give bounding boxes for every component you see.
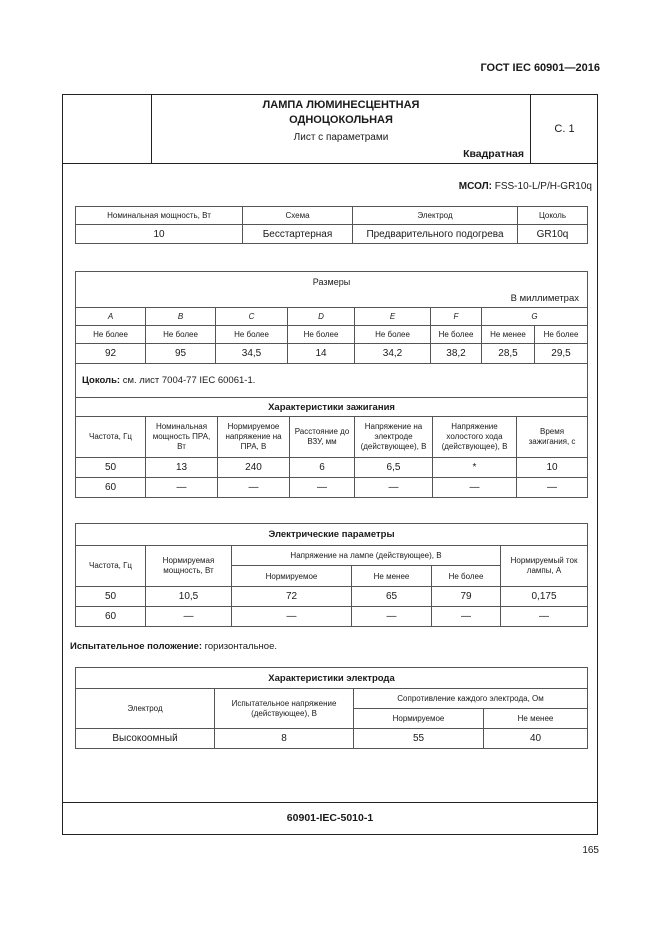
title-line-1: ЛАМПА ЛЮМИНЕСЦЕНТНАЯ <box>262 99 420 111</box>
dim-value: 95 <box>146 344 216 364</box>
shape-label: Квадратная <box>463 148 524 160</box>
title-line-2: ОДНОЦОКОЛЬНАЯ <box>289 114 393 126</box>
ign-header-ballast-power: Номинальная мощность ПРА, Вт <box>146 417 218 458</box>
ign-cell: 60 <box>76 478 146 498</box>
dim-letter-e: E <box>355 308 431 326</box>
ignition-title: Характеристики зажигания <box>76 398 588 417</box>
ec-cell: 40 <box>484 729 588 749</box>
ec-header-voltage: Испытательное напряжение (действующее), В <box>215 689 354 729</box>
ec-cell: Высокоомный <box>76 729 215 749</box>
ign-cell: 240 <box>218 458 290 478</box>
header-scheme: Схема <box>243 207 353 225</box>
dim-letter-f: F <box>431 308 482 326</box>
el-cell: — <box>501 607 588 627</box>
electrode-title: Характеристики электрода <box>76 668 588 689</box>
mcol-designation <box>62 181 592 192</box>
ign-cell: — <box>218 478 290 498</box>
ign-header-time: Время зажигания, с <box>517 417 588 458</box>
ign-cell: — <box>355 478 433 498</box>
dim-limit: Не более <box>288 326 355 344</box>
ign-header-distance: Расстояние до ВЗУ, мм <box>290 417 355 458</box>
el-header-voltage: Напряжение на лампе (действующее), В <box>232 546 501 566</box>
test-position <box>70 641 277 652</box>
dimensions-title: Размеры <box>312 277 351 287</box>
dim-letter-d: D <box>288 308 355 326</box>
el-cell: — <box>232 607 352 627</box>
dim-value: 29,5 <box>535 344 588 364</box>
value-electrode: Предварительного подогрева <box>353 225 518 244</box>
dimensions-caption <box>76 272 588 308</box>
mcol-label: МСОЛ: <box>458 181 492 192</box>
header-electrode: Электрод <box>353 207 518 225</box>
el-cell: 0,175 <box>501 587 588 607</box>
ign-header-ballast-voltage: Нормируемое напряжение на ПРА, В <box>218 417 290 458</box>
dimensions-unit: В миллиметрах <box>510 293 579 304</box>
el-cell: 60 <box>76 607 146 627</box>
ec-sub-nominal: Нормируемое <box>354 709 484 729</box>
dim-value: 34,5 <box>216 344 288 364</box>
standard-number: ГОСТ IEC 60901—2016 <box>480 62 600 74</box>
el-cell: — <box>146 607 232 627</box>
header-left-cell <box>62 94 152 164</box>
ec-sub-min: Не менее <box>484 709 588 729</box>
value-cap: GR10q <box>518 225 588 244</box>
dim-letter-a: A <box>76 308 146 326</box>
ign-header-electrode-voltage: Напряжение на электроде (действующее), В <box>355 417 433 458</box>
el-cell: 72 <box>232 587 352 607</box>
dim-limit: Не менее <box>482 326 535 344</box>
ign-cell: 50 <box>76 458 146 478</box>
el-sub-min: Не менее <box>352 566 432 587</box>
ec-cell: 8 <box>215 729 354 749</box>
dim-value: 28,5 <box>482 344 535 364</box>
mcol-value: FSS-10-L/P/H-GR10q <box>494 181 592 192</box>
el-header-current: Нормируемый ток лампы, А <box>501 546 588 587</box>
el-cell: 65 <box>352 587 432 607</box>
el-cell: 50 <box>76 587 146 607</box>
ign-cell: 6,5 <box>355 458 433 478</box>
cap-reference <box>76 364 588 398</box>
dim-limit: Не более <box>535 326 588 344</box>
ign-cell: 6 <box>290 458 355 478</box>
electrode-table <box>75 667 588 749</box>
dim-limit: Не более <box>76 326 146 344</box>
dim-value: 34,2 <box>355 344 431 364</box>
header-power: Номинальная мощность, Вт <box>76 207 243 225</box>
el-cell: — <box>352 607 432 627</box>
dim-letter-b: B <box>146 308 216 326</box>
sheet-code: 60901-IEC-5010-1 <box>286 812 374 824</box>
ec-header-electrode: Электрод <box>76 689 215 729</box>
el-header-power: Нормируемая мощность, Вт <box>146 546 232 587</box>
ignition-table <box>75 397 588 498</box>
footer-divider <box>62 802 598 803</box>
subtitle: Лист с параметрами <box>293 132 389 143</box>
el-sub-nominal: Нормируемое <box>232 566 352 587</box>
title <box>152 98 530 128</box>
test-position-text: горизонтальное. <box>204 641 278 652</box>
dim-value: 38,2 <box>431 344 482 364</box>
dim-value: 14 <box>288 344 355 364</box>
value-power: 10 <box>76 225 243 244</box>
test-position-label: Испытательное положение: <box>70 641 202 652</box>
value-scheme: Бесстартерная <box>243 225 353 244</box>
el-cell: 79 <box>432 587 501 607</box>
el-sub-max: Не более <box>432 566 501 587</box>
ec-header-resistance: Сопротивление каждого электрода, Ом <box>354 689 588 709</box>
dim-limit: Не более <box>216 326 288 344</box>
ign-cell: — <box>433 478 517 498</box>
page-number: 165 <box>582 845 599 856</box>
el-cell: — <box>432 607 501 627</box>
ign-cell: — <box>146 478 218 498</box>
ign-cell: * <box>433 458 517 478</box>
electrical-title: Электрические параметры <box>76 524 588 546</box>
dim-letter-c: C <box>216 308 288 326</box>
dim-limit: Не более <box>355 326 431 344</box>
ign-header-open-voltage: Напряжение холостого хода (действующее), В <box>433 417 517 458</box>
ec-cell: 55 <box>354 729 484 749</box>
header-cap: Цоколь <box>518 207 588 225</box>
sheet-number: С. 1 <box>530 94 598 164</box>
dim-value: 92 <box>76 344 146 364</box>
cap-reference-text: см. лист 7004-77 IEC 60061-1. <box>122 375 256 386</box>
ign-cell: — <box>517 478 588 498</box>
cap-reference-label: Цоколь: <box>82 375 121 386</box>
general-table <box>75 206 588 244</box>
dim-limit: Не более <box>431 326 482 344</box>
dim-letter-g: G <box>482 308 588 326</box>
dim-limit: Не более <box>146 326 216 344</box>
ign-header-frequency: Частота, Гц <box>76 417 146 458</box>
dimensions-table <box>75 271 588 398</box>
ign-cell: — <box>290 478 355 498</box>
ign-cell: 13 <box>146 458 218 478</box>
el-cell: 10,5 <box>146 587 232 607</box>
ign-cell: 10 <box>517 458 588 478</box>
electrical-table <box>75 523 588 627</box>
el-header-frequency: Частота, Гц <box>76 546 146 587</box>
